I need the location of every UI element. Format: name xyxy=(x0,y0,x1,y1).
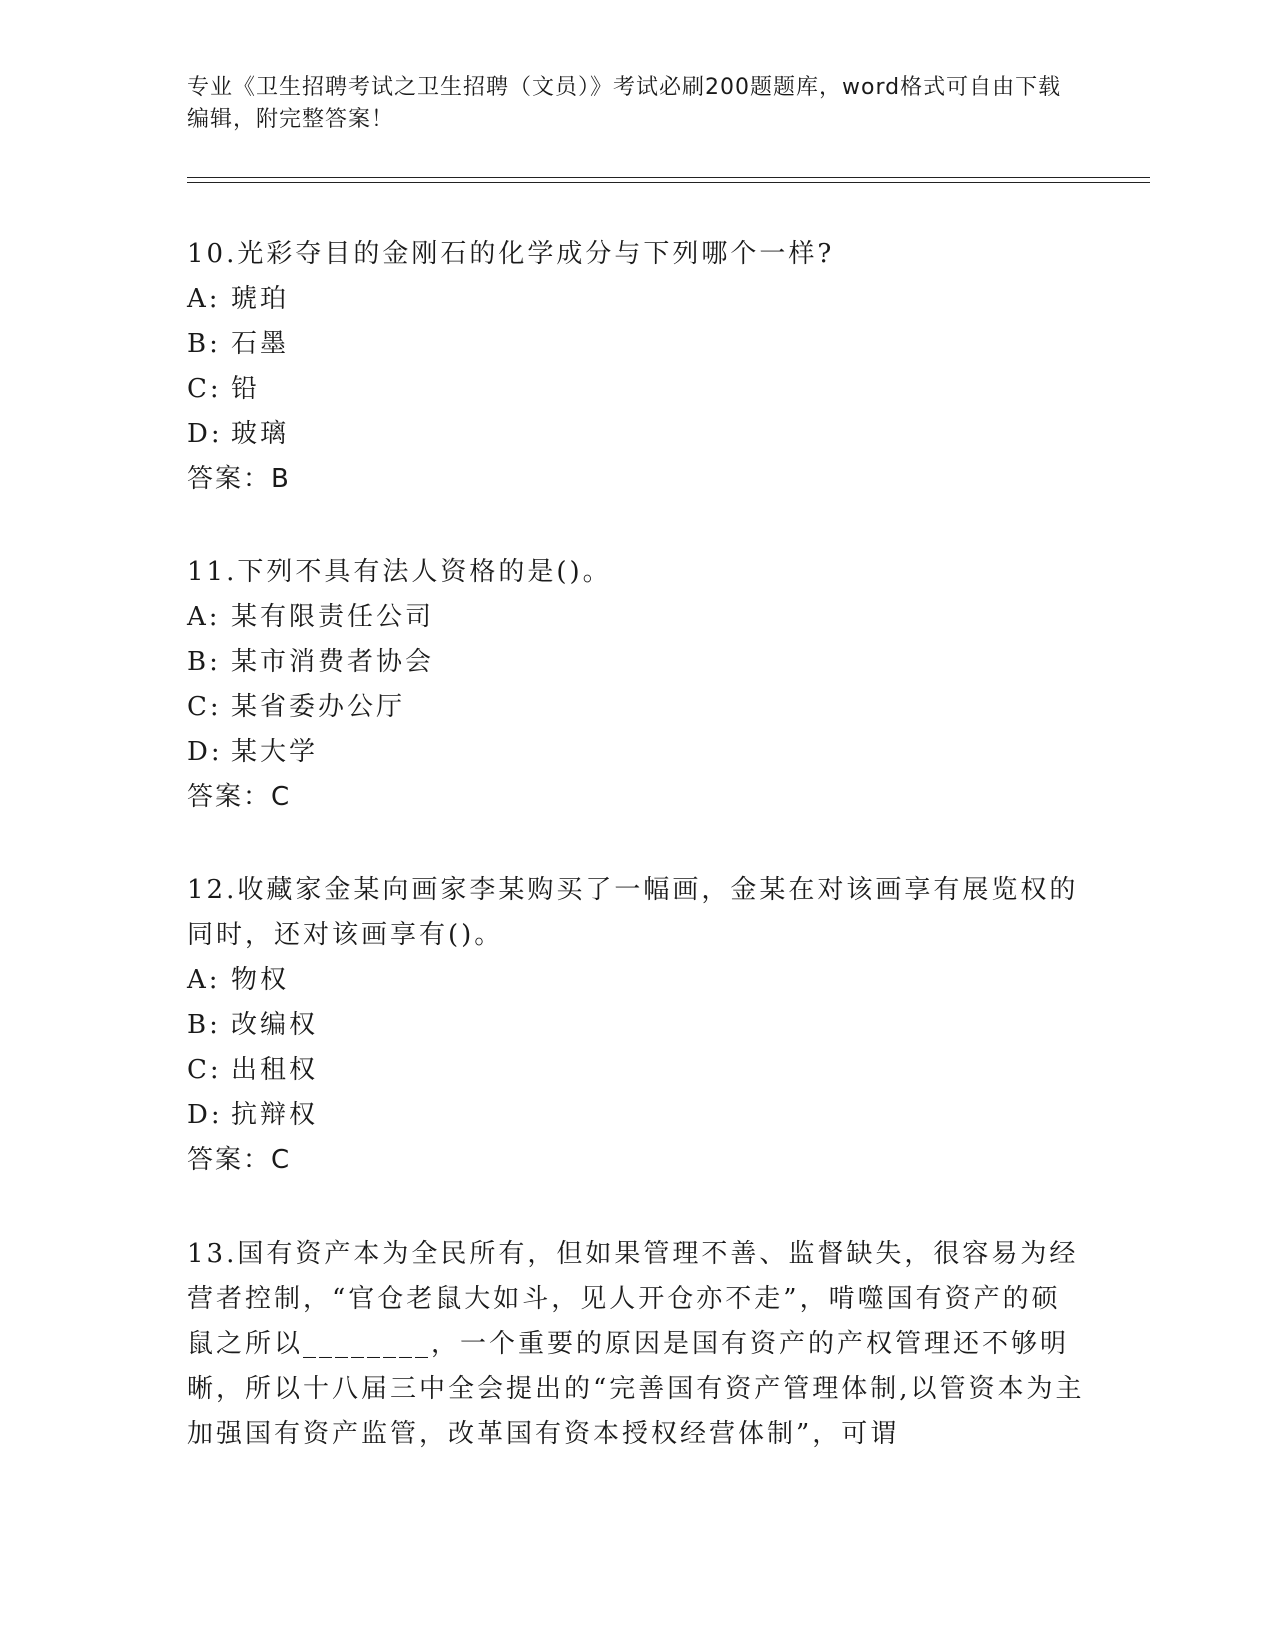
question-stem: 10.光彩夺目的金刚石的化学成分与下列哪个一样? xyxy=(187,239,835,269)
option-text: 出租权 xyxy=(231,1055,319,1085)
option-text: 某省委办公厅 xyxy=(231,692,406,722)
option-letter: A: xyxy=(187,602,221,632)
option-c xyxy=(187,685,1087,730)
option-c xyxy=(187,367,1087,412)
option-text: 琥珀 xyxy=(231,284,290,314)
option-b xyxy=(187,640,1087,685)
option-text: 改编权 xyxy=(231,1010,319,1040)
option-letter: D: xyxy=(187,1100,223,1130)
option-letter: B: xyxy=(187,647,221,677)
option-a xyxy=(187,277,1087,322)
header-divider-top xyxy=(187,177,1150,178)
option-letter: A: xyxy=(187,965,221,995)
question-stem: 12.收藏家金某向画家李某购买了一幅画，金某在对该画享有展览权的同时，还对该画享有()。 xyxy=(187,875,1079,950)
option-text: 某市消费者协会 xyxy=(231,647,435,677)
option-d xyxy=(187,412,1087,457)
question-11 xyxy=(187,550,1087,820)
option-letter: C: xyxy=(187,1055,222,1085)
option-letter: B: xyxy=(187,1010,221,1040)
option-letter: D: xyxy=(187,737,223,767)
option-d xyxy=(187,1093,1087,1138)
option-text: 石墨 xyxy=(231,329,290,359)
question-stem: 11.下列不具有法人资格的是()。 xyxy=(187,557,612,587)
option-b xyxy=(187,1003,1087,1048)
header-divider-bottom xyxy=(187,182,1150,183)
option-text: 抗辩权 xyxy=(231,1100,319,1130)
question-10 xyxy=(187,232,1087,502)
option-letter: D: xyxy=(187,419,223,449)
option-a xyxy=(187,958,1087,1003)
option-letter: A: xyxy=(187,284,221,314)
option-a xyxy=(187,595,1087,640)
option-letter: B: xyxy=(187,329,221,359)
option-c xyxy=(187,1048,1087,1093)
answer: 答案：B xyxy=(187,464,291,494)
option-text: 某有限责任公司 xyxy=(231,602,435,632)
question-12 xyxy=(187,868,1087,1183)
option-text: 物权 xyxy=(231,965,290,995)
answer: 答案：C xyxy=(187,782,292,812)
option-text: 某大学 xyxy=(231,737,319,767)
question-13 xyxy=(187,1232,1087,1457)
option-d xyxy=(187,730,1087,775)
question-stem: 13.国有资产本为全民所有，但如果管理不善、监督缺失，很容易为经营者控制，“官仓老鼠大如斗，见人开仓亦不走”，啃噬国有资产的硕鼠之所以________，一个重要的原因是国有资产的产权管理还不够明晰，所以十八届三中全会提出的“完善国有资产管理体制,以管资本为主加强国有资产监管，改革国有资本授权经营体制”，可谓 xyxy=(187,1239,1085,1449)
option-b xyxy=(187,322,1087,367)
option-text: 玻璃 xyxy=(231,419,290,449)
option-letter: C: xyxy=(187,692,222,722)
option-letter: C: xyxy=(187,374,222,404)
option-text: 铅 xyxy=(231,374,261,404)
answer: 答案：C xyxy=(187,1145,292,1175)
document-header: 专业《卫生招聘考试之卫生招聘（文员）》考试必刷200题题库，word格式可自由下载编辑，附完整答案！ xyxy=(187,75,1062,132)
